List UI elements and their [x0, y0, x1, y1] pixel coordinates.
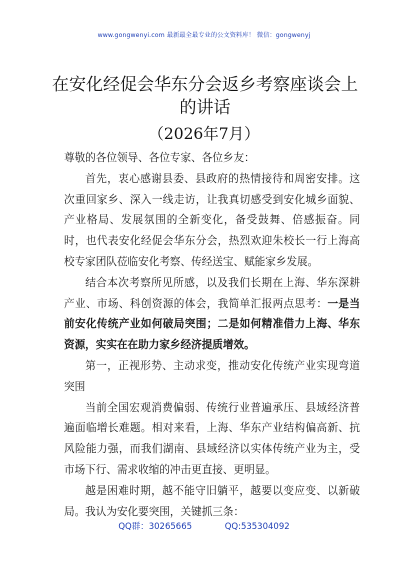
qq-group: QQ群：30265665 — [118, 522, 193, 532]
paragraph-breakthrough: 越是困难时期，越不能守旧躺平，越要以变应变、以新破局。我认为安化要突围，关键抓三条： — [64, 484, 360, 518]
page-title: 在安化经促会华东分会返乡考察座谈会上的讲话 — [52, 75, 358, 118]
document-body — [64, 148, 360, 522]
thoughts-intro: 结合本次考察所见所感，以及我们长期在上海、华东深耕产业、市场、科创资源的体会，我简单汇报两点思考： — [64, 276, 360, 310]
speech-date: （2026年7月） — [148, 125, 260, 143]
footer-contact — [0, 520, 408, 532]
source-banner: www.gongwenyi.com 最新最全最专业的公文资料库！ 微信：gongwenyj — [97, 32, 311, 39]
thoughts-bold: 一是当前安化传统产业如何破局突围；二是如何精准借力上海、华东资源，实实在在助力家乡经济提质增效。 — [64, 297, 361, 352]
paragraph-thoughts — [64, 273, 360, 356]
qq-number: QQ:535304092 — [224, 522, 290, 532]
section-heading-first: 第一，正视形势、主动求变，推动安化传统产业实现弯道突围 — [64, 359, 360, 393]
greeting: 尊敬的各位领导、各位专家、各位乡友： — [64, 152, 255, 164]
paragraph-situation: 当前全国宏观消费偏弱、传统行业普遍承压、县域经济普遍面临增长难题。相对来看，上海、华东产业结构偏高新、抗风险能力强，而我们湖南、县域经济以实体传统产业为主，受市场下行、需求收缩的冲击更直接、更明显。 — [64, 401, 360, 476]
paragraph-thanks: 首先，衷心感谢县委、县政府的热情接待和周密安排。这次重回家乡、深入一线走访，让我真切感受到安化城乡面貌、产业格局、发展氛围的全新变化，备受鼓舞、倍感振奋。同时，也代表安化经促会华东分会，热烈欢迎朱校长一行上海高校专家团队莅临安化考察、传经送宝、赋能家乡发展。 — [64, 172, 360, 268]
